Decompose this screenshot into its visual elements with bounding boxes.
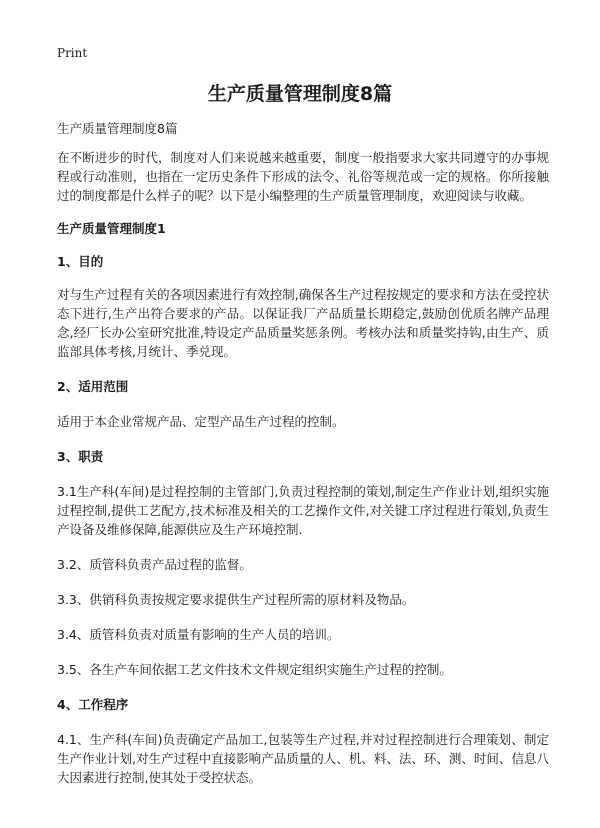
document-body [57,119,549,787]
page-title: 生产质量管理制度8篇 [207,83,393,105]
document-subtitle: 生产质量管理制度8篇 [57,121,178,136]
print-link[interactable]: Print [57,46,88,60]
intro-paragraph: 在不断进步的时代，制度对人们来说越来越重要，制度一般指要求大家共同遵守的办事规程或行动准则，也指在一定历史条件下形成的法令、礼俗等规范或一定的规格。你所接触过的制度都是什么样子的呢？以下是小编整理的生产质量管理制度，欢迎阅读与收藏。 [57,150,549,203]
scope-paragraph: 适用于本企业常规产品、定型产品生产过程的控制。 [57,414,345,429]
heading-scope: 2、适用范围 [57,379,129,394]
heading-duties: 3、职责 [57,449,104,464]
purpose-paragraph: 对与生产过程有关的各项因素进行有效控制,确保各生产过程按规定的要求和方法在受控状态下进行,生产出符合要求的产品。以保证我厂产品质量长期稳定,鼓励创优质名牌产品理念,经厂长办公室研究批准,特设定产品质量奖惩条例。考核办法和质量奖持钩,由生产、质监部具体考核,月统计、季兑现。 [57,287,549,359]
duty-3-2: 3.2、质管科负责产品过程的监督。 [57,557,252,572]
procedure-4-1: 4.1、生产科(车间)负责确定产品加工,包装等生产过程,并对过程控制进行合理策划、制定生产作业计划,对生产过程中直接影响产品质量的人、机、料、法、环、测、时间、信息八大因素进行控制,使其处于受控状态。 [57,732,549,785]
duty-3-1: 3.1生产科(车间)是过程控制的主管部门,负责过程控制的策划,制定生产作业计划,组织实施过程控制,提供工艺配方,技术标准及相关的工艺操作文件,对关键工序过程进行策划,负责生产设备及维修保障,能源供应及生产环境控制. [57,484,549,537]
duty-3-4: 3.4、质管科负责对质量有影响的生产人员的培训。 [57,627,340,642]
duty-3-5: 3.5、各生产车间依据工艺文件技术文件规定组织实施生产过程的控制。 [57,662,452,677]
heading-procedure: 4、工作程序 [57,697,129,712]
duty-3-3: 3.3、供销科负责按规定要求提供生产过程所需的原材料及物品。 [57,592,415,607]
heading-purpose: 1、目的 [57,254,104,269]
section-heading: 生产质量管理制度1 [57,221,166,236]
